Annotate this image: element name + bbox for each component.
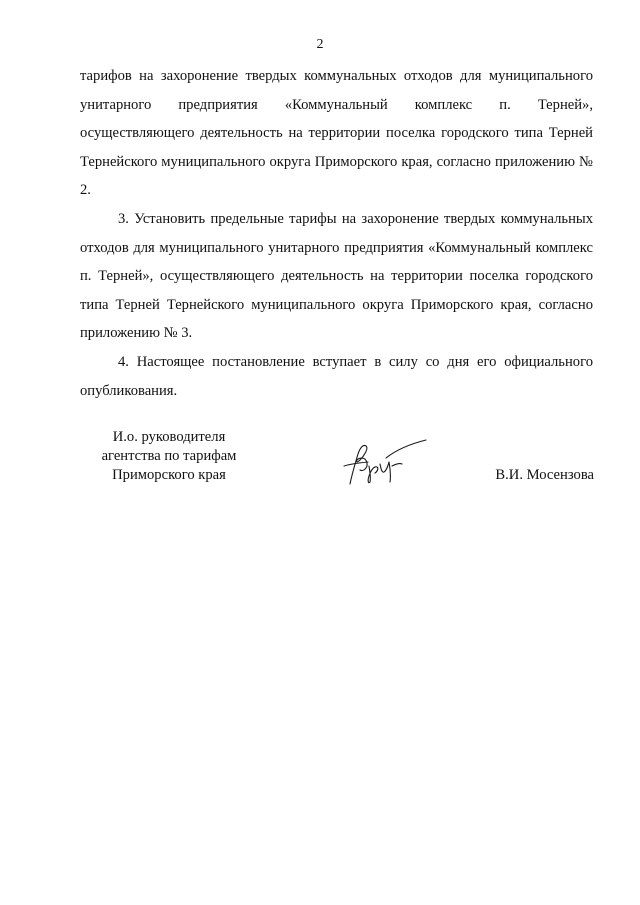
handwritten-signature <box>336 436 432 488</box>
signer-title-line-3: Приморского края <box>112 467 226 483</box>
signer-title-line-1: И.о. руководителя <box>112 429 226 445</box>
page-number: 2 <box>316 37 324 52</box>
paragraph-continuation: тарифов на захоронение твердых коммунальных отходов для муниципального унитарного предприятия «Коммунальный комплекс п. Терней», осуществляющего деятельность на территории поселка городского типа Терней Тернейского муниципального округа Приморского края, согласно приложению № 2. <box>80 68 593 199</box>
paragraph-4: 4. Настоящее постановление вступает в силу со дня его официального опубликования. <box>80 353 593 399</box>
document-body <box>80 62 593 405</box>
signer-title-line-2: агентства по тарифам <box>101 448 237 464</box>
paragraph-3: 3. Установить предельные тарифы на захоронение твердых коммунальных отходов для муниципального унитарного предприятия «Коммунальный комплекс п. Терней», осуществляющего деятельность на территории поселка городского типа Терней Тернейского муниципального округа Приморского края, согласно приложению № 3. <box>80 210 593 342</box>
signature-block <box>60 428 600 498</box>
signer-title <box>74 428 264 485</box>
signer-name: В.И. Мосензова <box>495 467 594 483</box>
